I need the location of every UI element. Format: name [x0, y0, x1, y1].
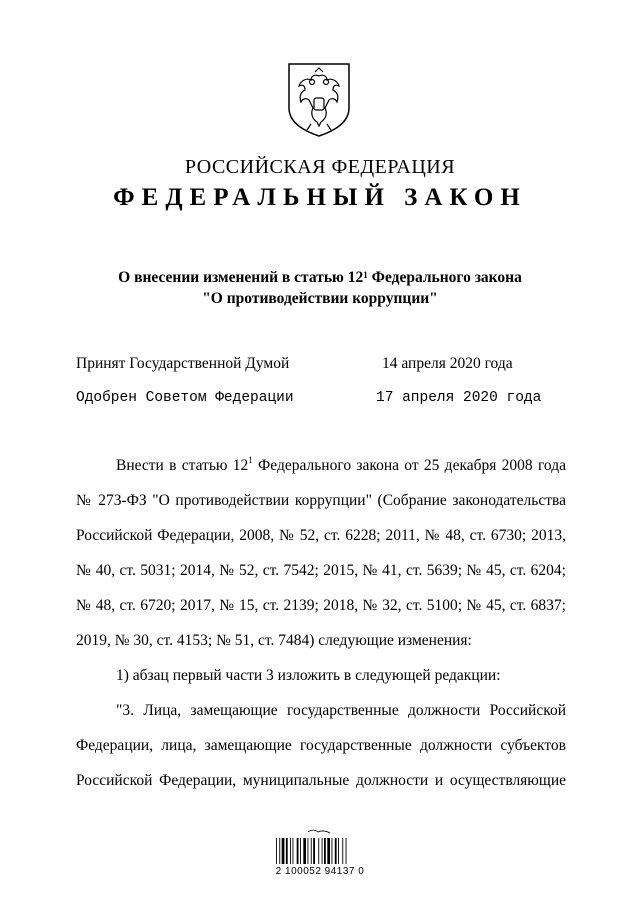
body-text: Федерального закона от 25 декабря 2008 года	[252, 457, 566, 474]
body-paragraph-3-line-2: Федерации, лица, замещающие государственные должности субъектов	[76, 737, 566, 754]
country-name: РОССИЙСКАЯ ФЕДЕРАЦИЯ	[184, 156, 456, 178]
law-title-superscript: 1	[363, 270, 368, 280]
body-paragraph-3-line-3: Российской Федерации, муниципальные должности и осуществляющие	[76, 772, 566, 789]
body-paragraph-3-line-1: "3. Лица, замещающие государственные должности Российской	[116, 702, 566, 719]
barcode-image	[268, 828, 372, 888]
law-title-line2: "О противодействии коррупции"	[202, 290, 438, 307]
law-title-line1	[0, 267, 640, 288]
duma-adoption-label: Принят Государственной Думой	[76, 355, 290, 372]
law-type-heading: ФЕДЕРАЛЬНЫЙ ЗАКОН	[113, 184, 527, 211]
body-paragraph-1-line-2: № 273-ФЗ "О противодействии коррупции" (Собрание законодательства	[76, 492, 566, 509]
signature-mark	[308, 830, 330, 833]
law-title-prefix: О внесении изменений в статью 12	[118, 269, 364, 286]
coat-of-arms-emblem	[287, 62, 351, 138]
law-title	[0, 267, 640, 309]
body-superscript: 1	[248, 455, 253, 465]
council-approval-date: 17 апреля 2020 года	[376, 390, 542, 406]
body-paragraph-1-line-4: № 40, ст. 5031; 2014, № 52, ст. 7542; 2015, № 41, ст. 5639; № 45, ст. 6204;	[76, 562, 566, 579]
body-paragraph-1-line-3: Российской Федерации, 2008, № 52, ст. 6228; 2011, № 48, ст. 6730; 2013,	[76, 527, 566, 544]
body-paragraph-1-line-6: 2019, № 30, ст. 4153; № 51, ст. 7484) следующие изменения:	[76, 632, 472, 649]
body-text: Внести в статью 12	[116, 457, 249, 474]
barcode-number: 2 100052 94137 0	[275, 866, 365, 877]
body-paragraph-1-line-5: № 48, ст. 6720; 2017, № 15, ст. 2139; 2018, № 32, ст. 5100; № 45, ст. 6837;	[76, 597, 566, 614]
duma-adoption-date: 14 апреля 2020 года	[382, 355, 513, 372]
law-title-suffix: Федерального закона	[367, 269, 522, 286]
council-approval-label: Одобрен Советом Федерации	[76, 390, 294, 406]
body-paragraph-1-line-1	[116, 457, 566, 475]
body-paragraph-2: 1) абзац первый части 3 изложить в следующей редакции:	[116, 667, 501, 684]
